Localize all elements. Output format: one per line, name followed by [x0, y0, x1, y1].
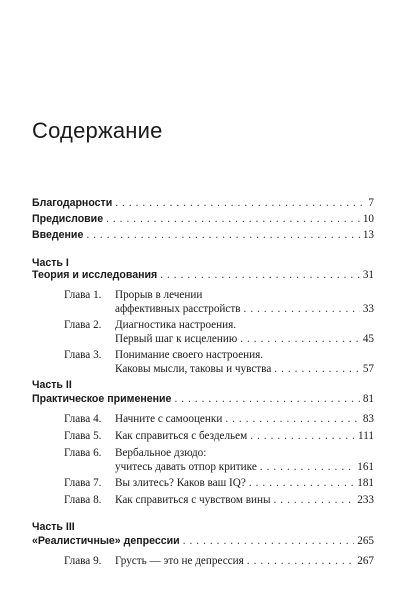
part-label: Часть I [32, 257, 69, 269]
chapter-label: Глава 6. [64, 447, 102, 459]
chapter-page: 111 [358, 430, 374, 442]
dot-leader [260, 460, 354, 474]
toc-chapter[interactable] [115, 429, 374, 443]
chapter-label: Глава 9. [64, 555, 102, 567]
chapter-page: 161 [357, 461, 374, 473]
chapter-label: Глава 5. [64, 430, 102, 442]
chapter-title-line: Грусть — это не депрессия [115, 555, 244, 567]
toc-entry-acknowledgements[interactable] [32, 196, 374, 210]
entry-label: Предисловие [32, 213, 104, 225]
dot-leader [273, 493, 354, 507]
part-title: Теория и исследования [32, 269, 158, 281]
chapter-title-line: Прорыв в лечении [115, 289, 203, 301]
dot-leader [106, 212, 360, 226]
dot-leader [183, 534, 355, 548]
toc-part-title[interactable] [32, 534, 374, 548]
chapter-title-line: учитесь давать отпор критике [115, 461, 257, 473]
chapter-label: Глава 1. [64, 289, 102, 301]
entry-page: 265 [357, 535, 374, 547]
dot-leader [247, 554, 354, 568]
chapter-label: Глава 7. [64, 477, 102, 489]
chapter-title-line: Понимание своего настроения. [115, 349, 264, 361]
chapter-page: 33 [362, 303, 374, 315]
dot-leader [244, 302, 360, 316]
chapter-title-line: Вы злитесь? Каков ваш IQ? [115, 477, 246, 489]
page-title: Содержание [32, 118, 163, 143]
dot-leader [160, 268, 360, 282]
dot-leader [240, 332, 360, 346]
toc-chapter[interactable] [115, 446, 374, 474]
entry-page: 31 [362, 269, 374, 281]
entry-page: 7 [368, 197, 374, 209]
chapter-page: 45 [362, 333, 374, 345]
toc-entry-introduction[interactable] [32, 228, 374, 242]
toc-chapter[interactable] [115, 493, 374, 507]
dot-leader [115, 196, 365, 210]
toc-chapter[interactable] [115, 476, 374, 490]
chapter-label: Глава 3. [64, 349, 102, 361]
chapter-title-line: Как справиться с бездельем [115, 430, 248, 442]
chapter-label: Глава 4. [64, 413, 102, 425]
part-title: «Реалистичные» депрессии [32, 535, 180, 547]
part-label: Часть III [32, 521, 75, 533]
toc-part-title[interactable] [32, 392, 374, 406]
toc-chapter[interactable] [115, 318, 374, 346]
chapter-title-line: Первый шаг к исцелению [115, 333, 238, 345]
chapter-page: 181 [357, 477, 374, 489]
dot-leader [249, 476, 354, 490]
dot-leader [174, 392, 359, 406]
chapter-title-line: Диагностика настроения. [115, 319, 237, 331]
chapter-title-line: аффективных расстройств [115, 303, 241, 315]
dot-leader [274, 362, 360, 376]
entry-page: 13 [362, 229, 374, 241]
chapter-label: Глава 8. [64, 494, 102, 506]
chapter-title-line: Как справиться с чувством вины [115, 494, 271, 506]
entry-label: Введение [32, 229, 84, 241]
dot-leader [250, 429, 355, 443]
chapter-page: 83 [362, 413, 374, 425]
toc-entry-preface[interactable] [32, 212, 374, 226]
part-label: Часть II [32, 379, 72, 391]
chapter-page: 57 [362, 363, 374, 375]
toc-chapter[interactable] [115, 412, 374, 426]
entry-page: 10 [362, 213, 374, 225]
chapter-title-line: Вербальное дзюдо: [115, 447, 207, 459]
chapter-page: 233 [357, 494, 374, 506]
toc-chapter[interactable] [115, 348, 374, 376]
chapter-title-line: Каковы мысли, таковы и чувства [115, 363, 272, 375]
dot-leader [225, 412, 360, 426]
toc-chapter[interactable] [115, 554, 374, 568]
entry-label: Благодарности [32, 197, 113, 209]
chapter-label: Глава 2. [64, 319, 102, 331]
toc-part-title[interactable] [32, 268, 374, 282]
chapter-page: 267 [357, 555, 374, 567]
chapter-title-line: Начните с самооценки [115, 413, 223, 425]
part-title: Практическое применение [32, 393, 172, 405]
entry-page: 81 [362, 393, 374, 405]
toc-chapter[interactable] [115, 288, 374, 316]
dot-leader [86, 228, 359, 242]
